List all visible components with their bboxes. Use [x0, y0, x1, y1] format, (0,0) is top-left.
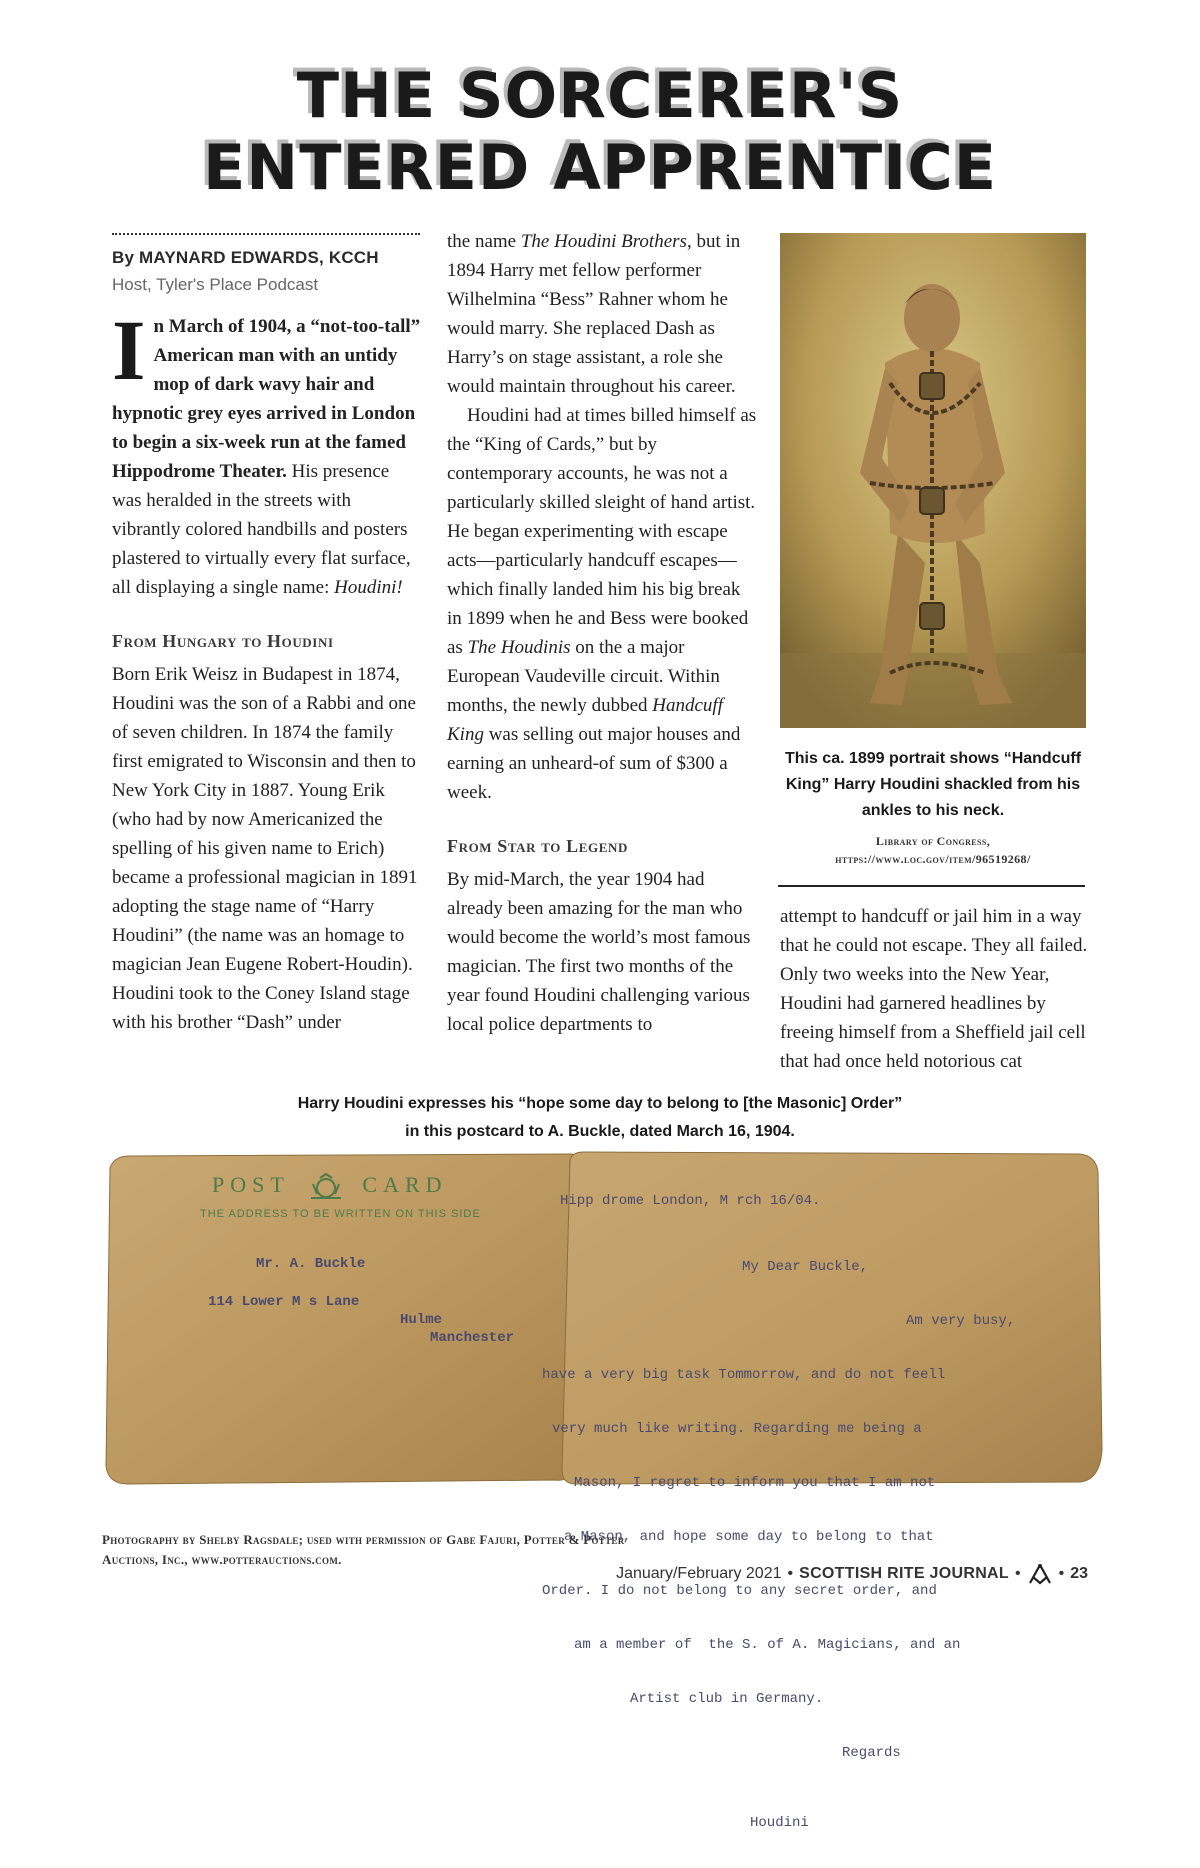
postcard-front-heading — [212, 1172, 448, 1202]
address-city: Hulme — [400, 1312, 443, 1328]
postcard-caption-line-1: Harry Houdini expresses his “hope some day to belong to [the Masonic] Order” — [297, 1095, 903, 1112]
paragraph-bess — [447, 227, 757, 401]
photo-caption: This ca. 1899 portrait shows “Handcuff King” Harry Houdini shackled from his ankles to his neck. — [784, 750, 1082, 819]
author-name: By MAYNARD EDWARDS, KCCH — [112, 248, 379, 267]
column-1 — [112, 302, 422, 1037]
intro-paragraph — [112, 302, 422, 602]
column-3 — [780, 902, 1095, 1076]
article-title — [0, 60, 1200, 204]
houdini-portrait-photo — [780, 233, 1086, 728]
letter-line-11: Regards — [842, 1745, 901, 1761]
houdini-portrait-illustration — [780, 233, 1086, 728]
p4-emphasis-2: Handcuff King — [447, 695, 723, 745]
title-line-2: ENTERED APPRENTICE — [202, 131, 998, 204]
letter-line-7: a Mason, and hope some day to belong to that — [564, 1529, 934, 1545]
postcard-front — [106, 1154, 578, 1484]
p4-emphasis-1: The Houdinis — [467, 637, 571, 658]
byline — [112, 244, 379, 298]
letter-line-9: am a member of the S. of A. Magicians, and an — [574, 1637, 961, 1653]
intro-emphasis: Houdini! — [334, 577, 403, 598]
intro-rest: His presence was heralded in the streets with vibrantly colored handbills and posters plastered to virtually every flat surface, all displaying a single name: — [112, 461, 411, 598]
intro-bold: n March of 1904, a “not-too-tall” American man with an untidy mop of dark wavy hair and hypnotic grey eyes arrived in London to begin a six-week run at the famed Hippodrome Theater. — [112, 316, 421, 482]
address-region: Manchester — [430, 1330, 515, 1346]
journal-name: SCOTTISH RITE JOURNAL — [799, 1565, 1009, 1582]
issue-date: January/February 2021 — [616, 1565, 782, 1582]
page-footer — [616, 1563, 1088, 1585]
p3-text-a: the name — [447, 231, 521, 252]
p4-text-a: Houdini had at times billed himself as the “King of Cards,” but by contemporary accounts, he was not a particularly skilled sleight of hand artist. He began experimenting with escape acts—particularly handcuff escapes—which finally landed him his big break in 1899 when he and Bess were booked as — [447, 405, 757, 658]
subhead-hungary: From Hungary to Houdini — [112, 631, 334, 651]
postcard-caption-line-2: in this postcard to A. Buckle, dated March 16, 1904. — [405, 1123, 795, 1140]
footer-bullet-3: • — [1058, 1565, 1065, 1582]
photography-credit: Photography by Shelby Ragsdale; used with permission of Gabe Fajuri, Potter & Potter Auctions, Inc., www.potterauctions.com. — [102, 1532, 625, 1567]
letter-line-8: Order. I do not belong to any secret order, and — [542, 1583, 937, 1599]
caption-divider — [778, 885, 1085, 887]
letter-line-6: Mason, I regret to inform you that I am not — [574, 1475, 936, 1491]
column-2 — [447, 227, 757, 1039]
photo-credit: Library of Congress, https://www.loc.gov/item/96519268/ — [835, 834, 1031, 866]
address-name: Mr. A. Buckle — [256, 1256, 366, 1272]
postcard-card-label: CARD — [362, 1172, 448, 1198]
footer-bullet-1: • — [787, 1565, 794, 1582]
address-street: 114 Lower M s Lane — [208, 1294, 360, 1310]
paragraph-escapes: attempt to handcuff or jail him in a way that he could not escape. They all failed. Only two weeks into the New Year, Houdini had garnered headlines by freeing himself from a Sheffield jail cell that had once held notorious cat — [780, 906, 1088, 1072]
typed-letter — [542, 1156, 1062, 1868]
p3-text-b: , but in 1894 Harry met fellow performer Wilhelmina “Bess” Rahner whom he would marry. She replaced Dash as Harry’s on stage assistant, a role she would maintain throughout his career. — [447, 231, 741, 397]
letter-line-12: Houdini — [750, 1815, 809, 1831]
square-compass-icon — [1027, 1563, 1053, 1585]
author-role: Host, Tyler's Place Podcast — [112, 275, 319, 294]
byline-divider — [112, 233, 420, 235]
paragraph-early-life: Born Erik Weisz in Budapest in 1874, Houdini was the son of a Rabbi and one of seven children. In 1874 the family first emigrated to Wisconsin and then to New York City in 1887. Young Erik (who had by now Americanized the spelling of his given name to Erich) became a professional magician in 1891 adopting the stage name of “Harry Houdini” (the name was an homage to magician Jean Eugene Robert-Houdin). Houdini took to the Coney Island stage with his brother “Dash” under — [112, 664, 418, 1033]
royal-crest-icon — [307, 1172, 345, 1202]
paragraph-handcuff-king — [447, 401, 757, 807]
postcard-caption — [0, 1090, 1200, 1146]
letter-line-2: My Dear Buckle, — [742, 1259, 869, 1275]
p3-emphasis: The Houdini Brothers — [520, 231, 687, 252]
p4-text-b: on the a major European Vaudeville circuit. Within months, the newly dubbed — [447, 637, 720, 716]
title-line-1: THE SORCERER'S — [296, 59, 904, 132]
page-number: 23 — [1070, 1565, 1088, 1582]
footer-bullet-2: • — [1014, 1565, 1021, 1582]
postcard-post-label: POST — [212, 1172, 290, 1198]
postcard-front-subtitle: THE ADDRESS TO BE WRITTEN ON THIS SIDE — [200, 1208, 481, 1220]
letter-line-3: Am very busy, — [906, 1313, 1016, 1329]
letter-line-1: Hipp drome London, M rch 16/04. — [560, 1193, 821, 1209]
drop-cap: I — [112, 302, 146, 398]
letter-line-10: Artist club in Germany. — [630, 1691, 824, 1707]
letter-line-4: have a very big task Tommorrow, and do not feell — [542, 1367, 946, 1383]
letter-line-5: very much like writing. Regarding me being a — [552, 1421, 922, 1437]
subhead-legend: From Star to Legend — [447, 836, 628, 856]
p4-text-c: was selling out major houses and earning an unheard-of sum of $300 a week. — [447, 724, 741, 803]
paragraph-1904: By mid-March, the year 1904 had already been amazing for the man who would become the world’s most famous magician. The first two months of the year found Houdini challenging various local police departments to — [447, 869, 751, 1035]
